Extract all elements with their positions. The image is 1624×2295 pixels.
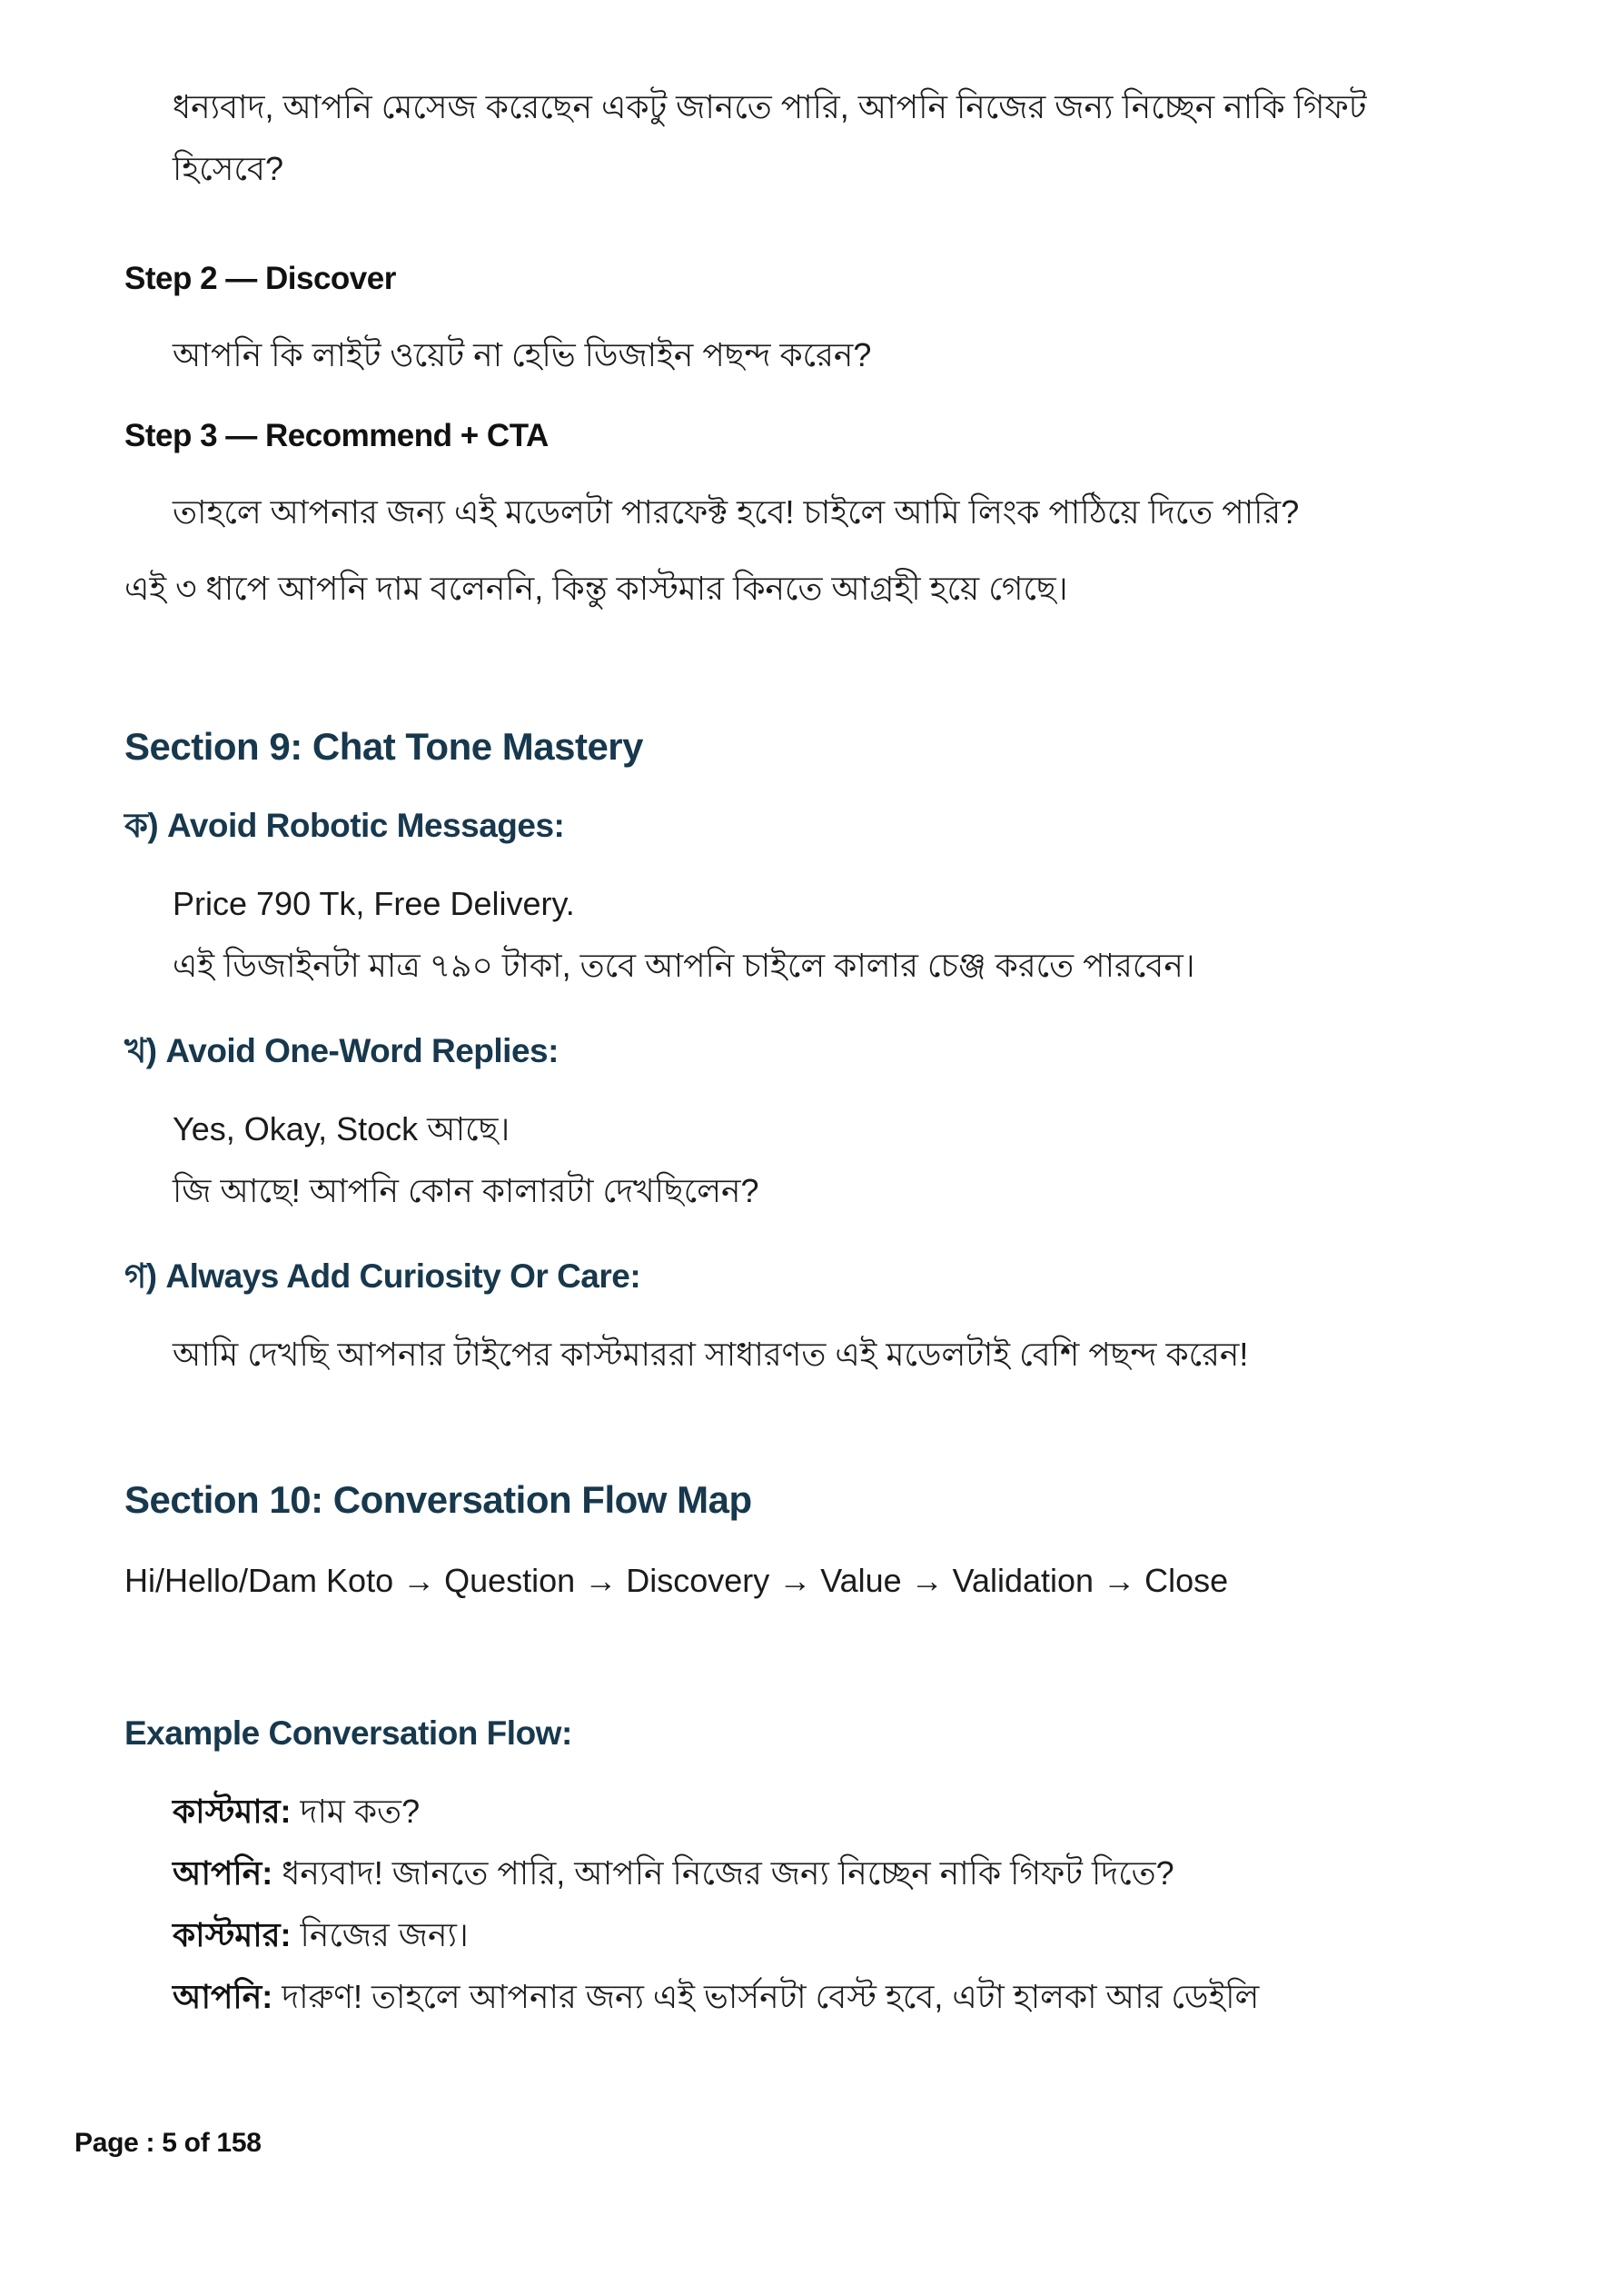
step2-question: আপনি কি লাইট ওয়েট না হেভি ডিজাইন পছন্দ করেন? bbox=[173, 336, 872, 373]
example-dialog bbox=[173, 1781, 1444, 2028]
dialog-line-3 bbox=[173, 1904, 1444, 1966]
section9-title: Section 9: Chat Tone Mastery bbox=[124, 725, 644, 768]
summary-paragraph: এই ৩ ধাপে আপনি দাম বলেননি, কিন্তু কাস্টমার কিনতে আগ্রহী হয়ে গেছে। bbox=[124, 570, 1068, 607]
step3-pitch: তাহলে আপনার জন্য এই মডেলটা পারফেক্ট হবে! চাইলে আমি লিংক পাঠিয়ে দিতে পারি? bbox=[173, 493, 1300, 531]
step3-heading: Step 3 — Recommend + CTA bbox=[124, 418, 549, 453]
dialog-text: দাম কত? bbox=[300, 1793, 421, 1830]
dialog-speaker: আপনি: bbox=[173, 1854, 273, 1892]
dialog-line-1 bbox=[173, 1781, 1444, 1843]
example-line: Price 790 Tk, Free Delivery. bbox=[173, 885, 575, 922]
dialog-speaker: কাস্টমার: bbox=[173, 1916, 292, 1953]
section9-item-ga-heading: গ) Always Add Curiosity Or Care: bbox=[124, 1257, 641, 1295]
example-line: জি আছে! আপনি কোন কালারটা দেখছিলেন? bbox=[173, 1172, 759, 1209]
dialog-text: নিজের জন্য। bbox=[300, 1916, 469, 1953]
page-footer: Page : 5 of 158 bbox=[74, 2128, 262, 2158]
section9-item-ga-example bbox=[173, 1324, 1444, 1386]
conversation-flow-map: Hi/Hello/Dam Koto → Question → Discovery → Value → Validation → Close bbox=[124, 1562, 1229, 1599]
example-line: Yes, Okay, Stock আছে। bbox=[173, 1110, 510, 1148]
section10-title: Section 10: Conversation Flow Map bbox=[124, 1478, 752, 1521]
step2-heading: Step 2 — Discover bbox=[124, 261, 396, 296]
dialog-speaker: আপনি: bbox=[173, 1978, 273, 2015]
dialog-text: দারুণ! তাহলে আপনার জন্য এই ভার্সনটা বেস্ট হবে, এটা হালকা আর ডেইলি bbox=[282, 1978, 1260, 2015]
dialog-speaker: কাস্টমার: bbox=[173, 1793, 292, 1830]
section9-item-ka-example bbox=[173, 873, 1444, 997]
example-conversation-title: Example Conversation Flow: bbox=[124, 1714, 572, 1752]
section9-item-kha-example bbox=[173, 1098, 1444, 1222]
dialog-text: ধন্যবাদ! জানতে পারি, আপনি নিজের জন্য নিচ্ছেন নাকি গিফট দিতে? bbox=[282, 1854, 1174, 1892]
section9-item-ka-heading: ক) Avoid Robotic Messages: bbox=[124, 807, 565, 844]
intro-paragraph: ধন্যবাদ, আপনি মেসেজ করেছেন একটু জানতে পারি, আপনি নিজের জন্য নিচ্ছেন নাকি গিফট হিসেবে? bbox=[173, 88, 1367, 187]
example-line: এই ডিজাইনটা মাত্র ৭৯০ টাকা, তবে আপনি চাইলে কালার চেঞ্জ করতে পারবেন। bbox=[173, 947, 1195, 984]
section9-item-kha-heading: খ) Avoid One-Word Replies: bbox=[124, 1032, 559, 1069]
dialog-line-2 bbox=[173, 1843, 1444, 1904]
example-line: আমি দেখছি আপনার টাইপের কাস্টমাররা সাধারণত এই মডেলটাই বেশি পছন্দ করেন! bbox=[173, 1336, 1249, 1373]
dialog-line-4 bbox=[173, 1966, 1444, 2028]
